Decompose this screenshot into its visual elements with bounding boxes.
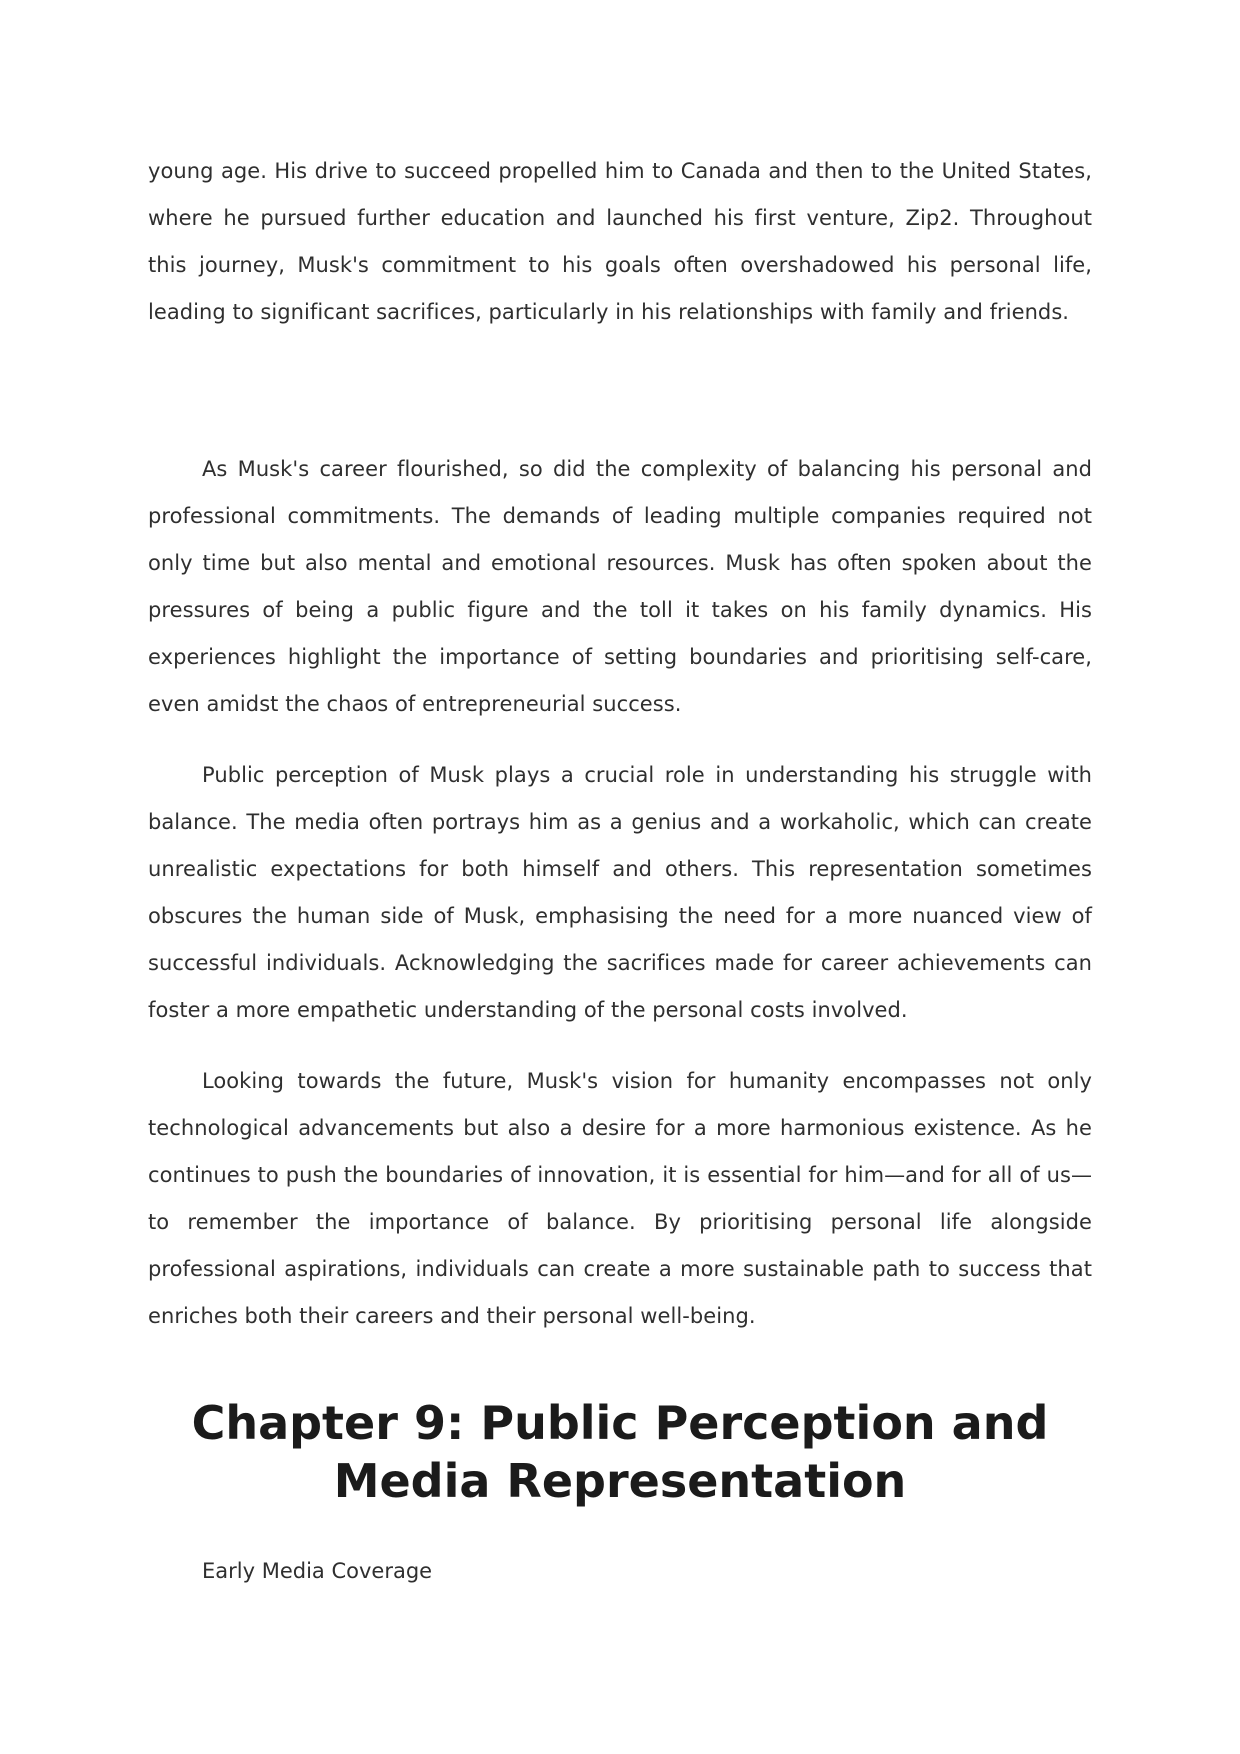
- chapter-title: Chapter 9: Public Perception and Media Representation: [191, 1396, 1049, 1508]
- paragraph-gap: [148, 728, 1092, 752]
- page-content: [148, 148, 1092, 1595]
- paragraph-continuation: young age. His drive to succeed propelled him to Canada and then to the United States, where he pursued further education and launched his first venture, Zip2. Throughout this journey, Musk's commitment to his goals often overshadowed his personal life, leading to significant sacrifices, particularly in his relationships with family and friends.: [148, 159, 1092, 324]
- paragraph-gap: [148, 1034, 1092, 1058]
- paragraph-career-balance: As Musk's career flourished, so did the complexity of balancing his personal and professional commitments. The demands of leading multiple companies required not only time but also mental and emotional resources. Musk has often spoken about the pressures of being a public figure and the toll it takes on his family dynamics. His experiences highlight the importance of setting boundaries and prioritising self-care, even amidst the chaos of entrepreneurial success.: [148, 457, 1092, 716]
- section-heading: Early Media Coverage: [202, 1559, 433, 1583]
- paragraph-gap: [148, 336, 1092, 446]
- paragraph-public-perception: Public perception of Musk plays a crucial role in understanding his struggle with balance. The media often portrays him as a genius and a workaholic, which can create unrealistic expectations for both himself and others. This representation sometimes obscures the human side of Musk, emphasising the need for a more nuanced view of successful individuals. Acknowledging the sacrifices made for career achievements can foster a more empathetic understanding of the personal costs involved.: [148, 763, 1092, 1022]
- paragraph-future-vision: Looking towards the future, Musk's vision for humanity encompasses not only technological advancements but also a desire for a more harmonious existence. As he continues to push the boundaries of innovation, it is essential for him—and for all of us—to remember the importance of balance. By prioritising personal life alongside professional aspirations, individuals can create a more sustainable path to success that enriches both their careers and their personal well-being.: [148, 1069, 1092, 1328]
